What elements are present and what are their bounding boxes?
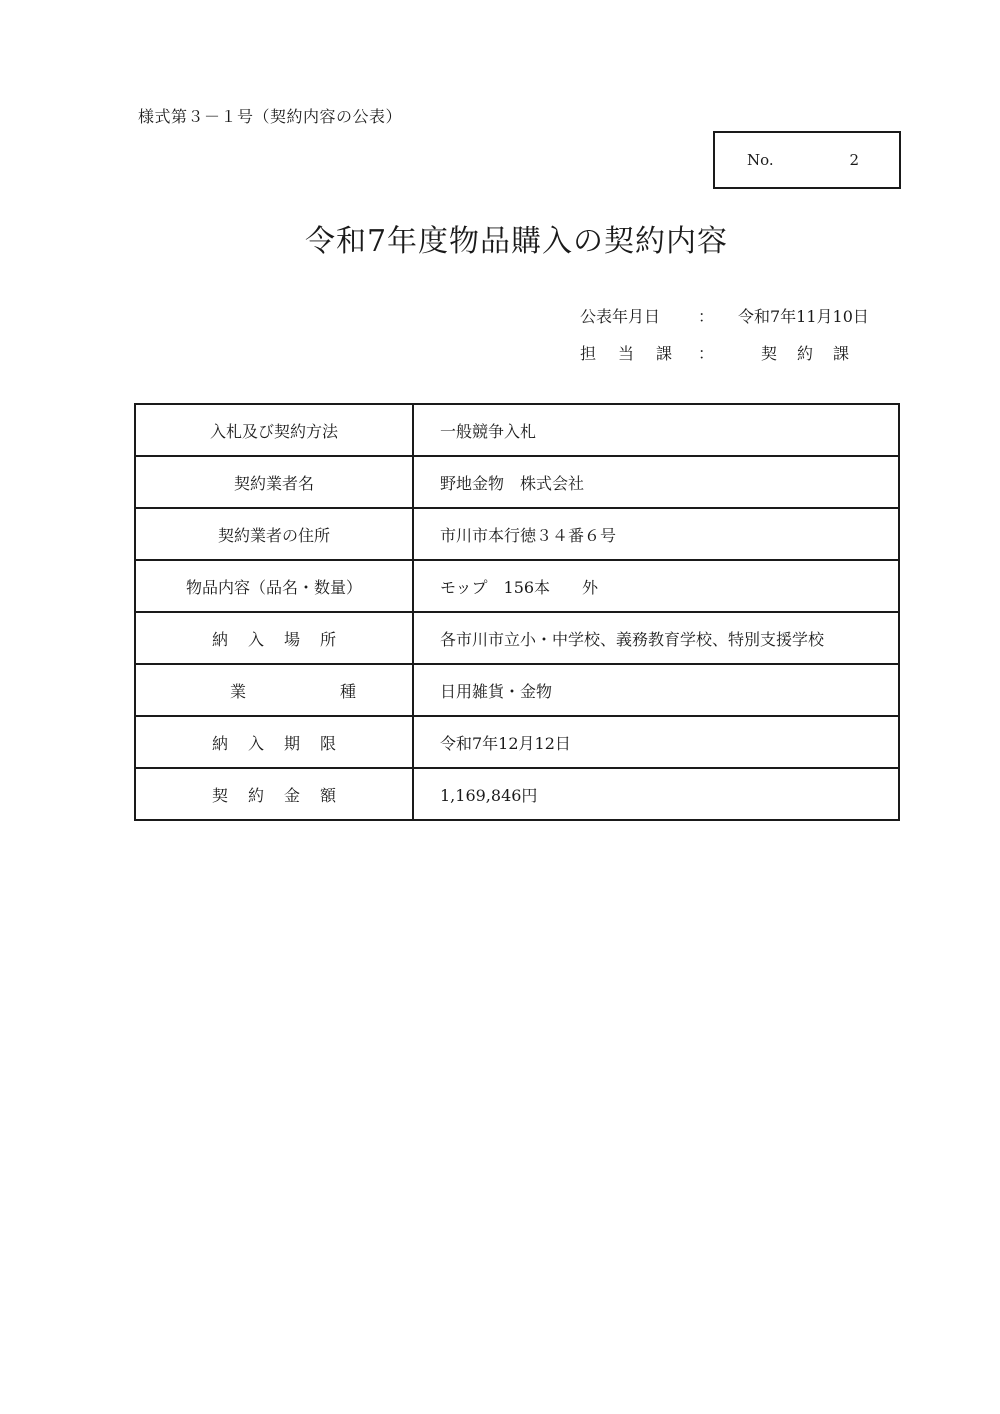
contractor-name-value: 野地金物 株式会社 (413, 456, 899, 508)
table-row (135, 508, 899, 560)
contract-amount-value: 1,169,846円 (413, 768, 899, 820)
contract-method-label: 入札及び契約方法 (135, 404, 413, 456)
goods-content-label: 物品内容（品名・数量） (135, 560, 413, 612)
table-row (135, 664, 899, 716)
table-row (135, 560, 899, 612)
business-type-label: 業種 (135, 664, 413, 716)
publication-date-label: 公表年月日 (580, 307, 661, 326)
document-number-value: 2 (849, 151, 859, 169)
contract-amount-label: 契約金額 (135, 768, 413, 820)
table-row (135, 716, 899, 768)
delivery-location-value: 各市川市立小・中学校、義務教育学校、特別支援学校 (413, 612, 899, 664)
delivery-deadline-label: 納入期限 (135, 716, 413, 768)
page-title: 令和7年度物品購入の契約内容 (304, 224, 729, 259)
table-row (135, 456, 899, 508)
contract-method-value: 一般競争入札 (413, 404, 899, 456)
contractor-address-value: 市川市本行徳３４番６号 (413, 508, 899, 560)
delivery-deadline-value: 令和7年12月12日 (413, 716, 899, 768)
publication-date-value: 令和7年11月10日 (738, 307, 869, 326)
document-number-label: No. (747, 151, 774, 169)
document-number-box (713, 131, 901, 189)
department-label: 担当課 (580, 344, 695, 363)
delivery-location-label: 納入場所 (135, 612, 413, 664)
goods-content-value: モップ 156本 外 (413, 560, 899, 612)
contract-details-table (134, 403, 900, 821)
department-value: 契約課 (761, 344, 870, 363)
publication-date-colon: ： (698, 307, 715, 326)
business-type-value: 日用雑貨・金物 (413, 664, 899, 716)
table-row (135, 404, 899, 456)
contractor-address-label: 契約業者の住所 (135, 508, 413, 560)
department-colon: ： (698, 344, 715, 363)
table-row (135, 612, 899, 664)
form-number-label: 様式第３－１号（契約内容の公表） (138, 107, 403, 126)
contractor-name-label: 契約業者名 (135, 456, 413, 508)
table-row (135, 768, 899, 820)
